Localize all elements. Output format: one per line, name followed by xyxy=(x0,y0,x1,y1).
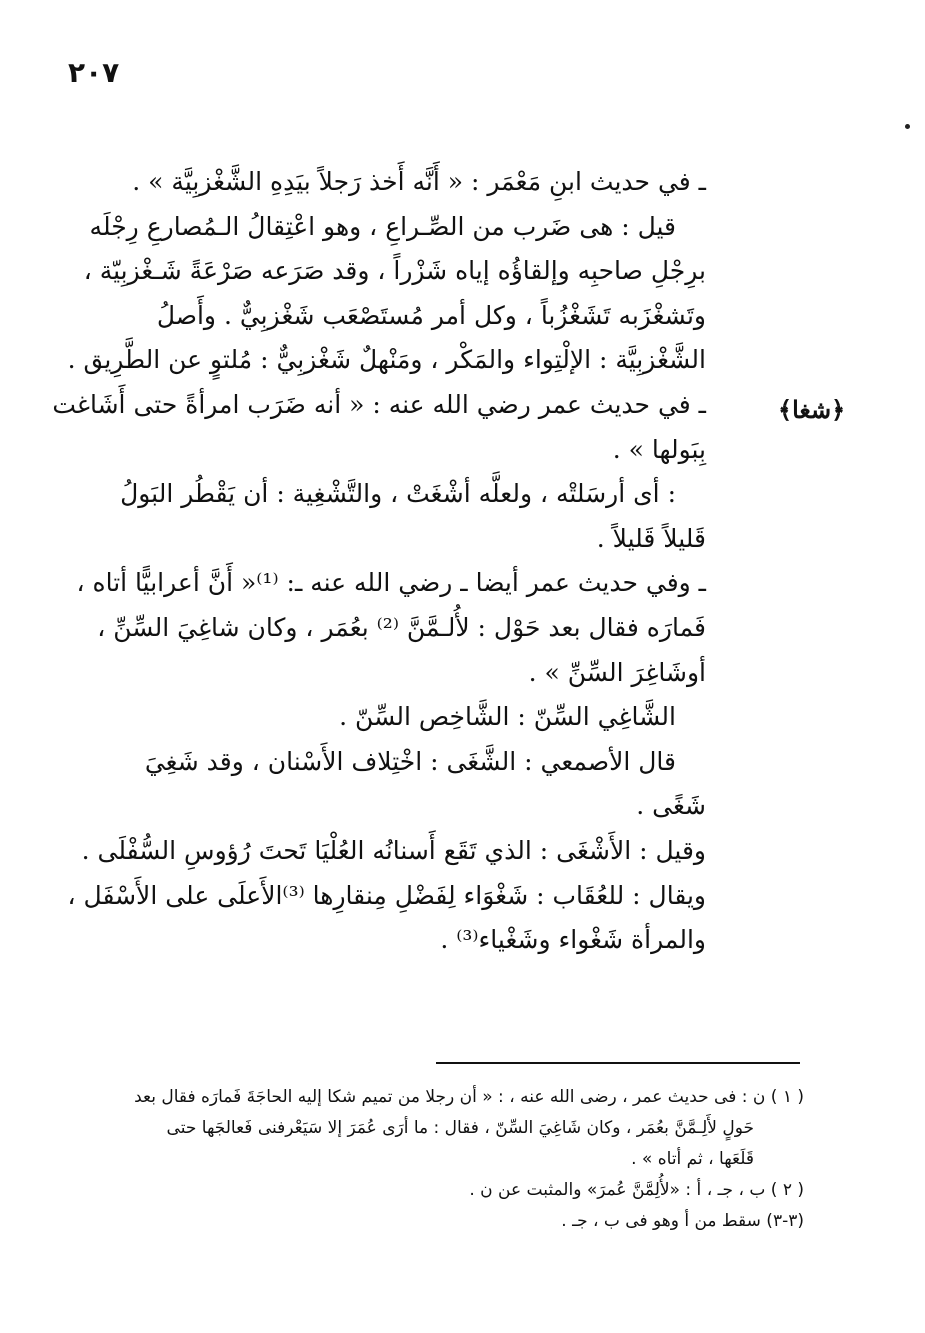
footnotes xyxy=(66,1082,804,1237)
text-line: ويقال : للعُقَاب : شَغْوَاء لِفَضْلِ مِنقارِها ⁽³⁾الأَعلَى على الأَسْفَل ، xyxy=(67,880,706,910)
footnote-line: ( ٢ ) ب ، جـ ، أ : «لأُلِمَّنَّ عُمرَ» والمثبت عن ن . xyxy=(469,1180,804,1200)
page-number: ٢٠٧ xyxy=(68,56,120,89)
text-line: وقيل : الأَشْغَى : الذي تَقَع أَسنانُه العُلْيَا تَحتَ رُؤوسِ السُّفْلَى . xyxy=(81,835,706,865)
footnote-line: (٣-٣) سقط من أ وهو فى ب ، جـ . xyxy=(561,1211,804,1231)
footnote-line: ( ١ ) ن : فى حديث عمر ، رضى الله عنه ، : « أن رجلا من تميم شكا إليه الحاجَةَ فَمارَه فقال بعد xyxy=(134,1087,804,1107)
footnote-line: قَلَعَها ، ثم أتاه » . xyxy=(631,1149,754,1169)
text-line: برِجْلِ صاحبِه وإلقاؤُه إياه شَزْراً ، وقد صَرَعه صَرْعَةً شَـغْزبِيّة ، xyxy=(83,256,706,286)
text-line: الشَّاغِي السِّنّ : الشَّاخِص السِّنّ . xyxy=(339,702,676,732)
text-line: بِبَولها » . xyxy=(612,434,706,464)
margin-dot xyxy=(905,124,910,129)
text-line: فَمارَه فقال بعد حَوْل : لأُلـمَّنَّ ⁽²⁾ بعُمَر ، وكان شاغِيَ السِّنِّ ، xyxy=(97,612,706,642)
text-line: : أى أرسَلتْه ، ولعلَّه أشْغَتْ ، والتَّشْغِية : أن يَقْطُر البَولُ xyxy=(120,479,676,509)
text-line: الشَّغْزبِيَّة : الإلْتِواء والمَكْر ، ومَنْهلٌ شَغْزبِيٌّ : مُلتوٍ عن الطَّرِيق . xyxy=(67,345,706,375)
text-line: والمرأة شَغْواء وشَغْياء⁽³⁾ . xyxy=(440,925,706,955)
text-line: وتَشغْزَبه تَشَغْزُباً ، وكل أمر مُستَصْعَب شَغْزبِيٌّ . وأَصلُ xyxy=(156,300,706,330)
side-note-root-word: ﴿شغا﴾ xyxy=(778,395,846,424)
footnote-line: حَولٍ لأَلِـمَّنَّ بعُمَر ، وكان شَاغِيَ السِّنّ ، فقال : ما أرَى عُمَرَ إلا سَيَعْرفنى فَعالجَها حتى xyxy=(166,1118,754,1138)
text-line: قَليلاً قَليلاً . xyxy=(596,523,706,553)
text-line: ـ في حديث ابنِ مَعْمَر : « أَنَّه أَخذ رَجلاً بيَدِهِ الشَّغْزبِيَّة » . xyxy=(132,167,706,196)
text-line: قال الأصمعي : الشَّغَى : اخْتِلاف الأَسْنان ، وقد شَغِيَ xyxy=(144,746,676,776)
text-line: أوشَاغِرَ السِّنِّ » . xyxy=(528,657,706,687)
footnote-divider xyxy=(436,1062,800,1064)
text-line: ـ في حديث عمر رضي الله عنه : « أنه ضَرَب امرأةً حتى أَشَاغت xyxy=(52,389,706,419)
text-line: ـ وفي حديث عمر أيضا ـ رضي الله عنه ـ: ⁽¹⁾« أَنَّ أعرابيًّا أتاه ، xyxy=(76,568,706,598)
text-line: قيل : هى ضَرب من الصِّـراعِ ، وهو اعْتِقالُ الـمُصارعِ رِجْلَه xyxy=(89,211,676,241)
text-line: شَغًى . xyxy=(636,791,706,821)
main-text xyxy=(52,160,706,963)
